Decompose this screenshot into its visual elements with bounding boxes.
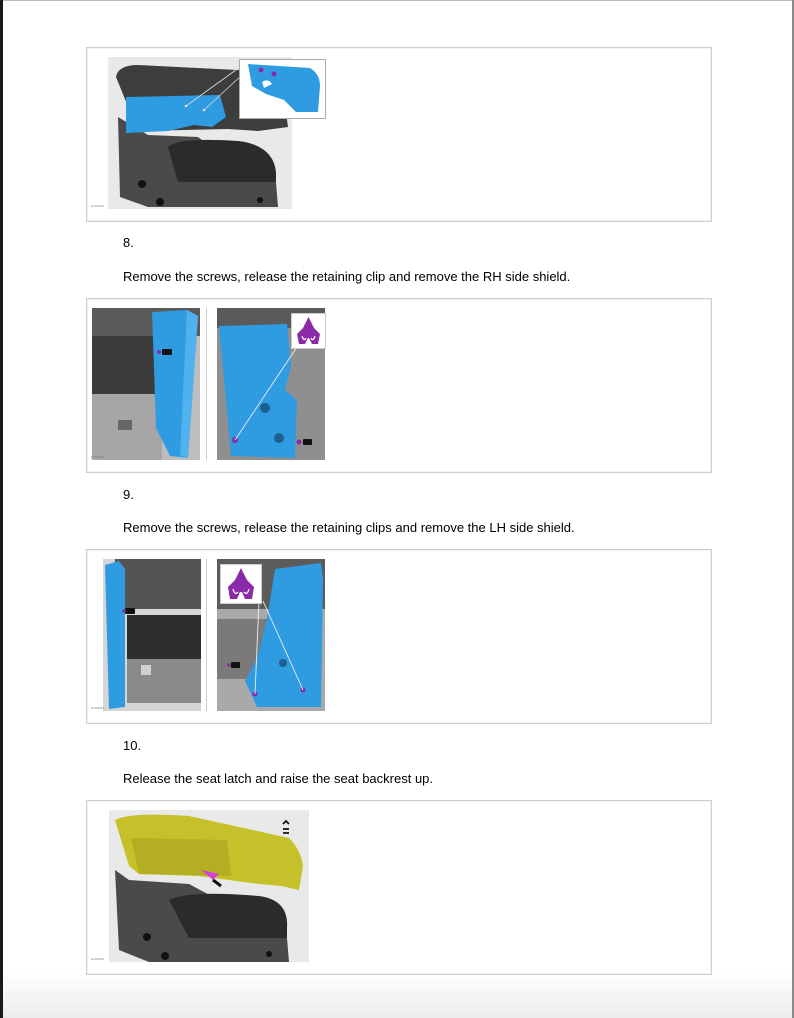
clip-icon-inset (220, 564, 262, 604)
figure-code: E160810 (91, 957, 105, 961)
figure-code: E160451 (91, 706, 105, 710)
retaining-clip-icon (221, 565, 261, 603)
page-left-border (0, 0, 3, 1018)
step-instruction: Release the seat latch and raise the seat backrest up. (123, 771, 434, 786)
figure-1 (86, 47, 712, 222)
lh-shield-left-view (103, 559, 201, 711)
page-top-border (0, 0, 794, 1)
figure-divider (206, 559, 207, 711)
figure-code: E160450 (91, 455, 105, 459)
step-number: 10. (123, 738, 142, 753)
figure-3 (86, 549, 712, 724)
step-number: 8. (123, 235, 134, 250)
seat-backrest-raised-photo (109, 810, 309, 962)
clip-icon-inset (291, 313, 326, 349)
step-number: 9. (123, 487, 134, 502)
retaining-clip-icon (292, 314, 325, 348)
figure-4 (86, 800, 712, 975)
figure-2 (86, 298, 712, 473)
shield-inset-detail (239, 59, 326, 119)
figure-divider (206, 308, 207, 460)
page-bottom-shade (3, 972, 792, 1018)
step-instruction: Remove the screws, release the retaining clip and remove the RH side shield. (123, 269, 571, 284)
rh-shield-left-view (92, 308, 200, 460)
figure-code: E160445 (91, 204, 105, 208)
step-instruction: Remove the screws, release the retaining clips and remove the LH side shield. (123, 520, 575, 535)
